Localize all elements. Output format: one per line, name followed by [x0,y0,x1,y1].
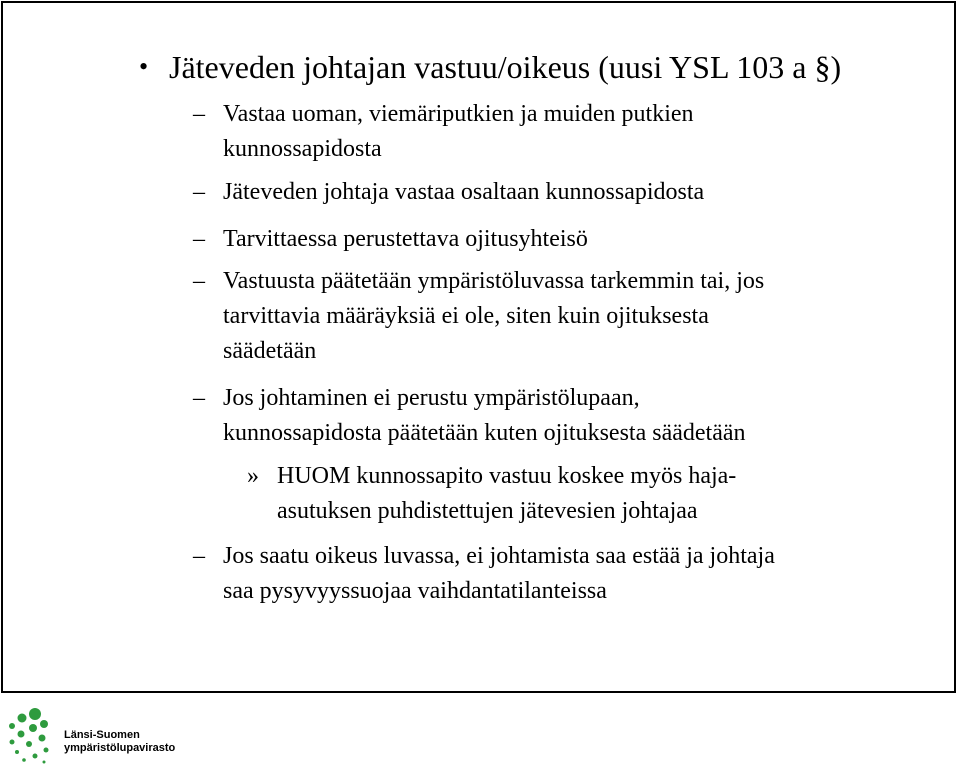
agency-logo [8,706,208,764]
dash-marker: – [193,268,205,294]
dots-logo-icon [8,706,58,764]
slide-content [3,3,954,691]
sub-list-item-text [277,459,877,529]
list-item-text [223,175,923,210]
list-item-line: Vastuusta päätetään ympäristöluvassa tarkemmin tai, jos [223,268,765,294]
list-item-line: Vastaa uoman, viemäriputkien ja muiden putkien [223,101,694,127]
list-item-line: Jos johtaminen ei perustu ympäristölupaan, [223,385,640,411]
logo-text [64,729,175,755]
dash-marker: – [193,385,205,411]
sub-list-item-line: asutuksen puhdistettujen jätevesien johtajaa [277,498,698,524]
dash-marker: – [193,179,205,205]
slide-frame [1,1,956,693]
dash-marker: – [193,543,205,569]
list-item-text [223,264,923,369]
list-item-line: Tarvittaessa perustettava ojitusyhteisö [223,226,588,252]
list-item-text [223,97,923,167]
guillemet-marker: » [247,463,259,489]
logo-line: ympäristölupavirasto [64,742,176,754]
sub-list-item-line: HUOM kunnossapito vastuu koskee myös haja- [277,463,737,489]
list-item-line: tarvittavia määräyksiä ei ole, siten kuin ojituksesta [223,303,709,329]
main-bullet-text: Jäteveden johtajan vastuu/oikeus (uusi YSL 103 a §) [169,49,842,85]
list-item-line: Jos saatu oikeus luvassa, ei johtamista saa estää ja johtaja [223,543,775,569]
list-item-text [223,381,923,451]
list-item-line: säädetään [223,338,317,364]
logo-line: Länsi-Suomen [64,729,140,741]
list-item-line: saa pysyvyyssuojaa vaihdantatilanteissa [223,578,607,604]
dash-marker: – [193,101,205,127]
list-item-line: Jäteveden johtaja vastaa osaltaan kunnossapidosta [223,179,705,205]
list-item-line: kunnossapidosta päätetään kuten ojituksesta säädetään [223,420,746,446]
list-item-line: kunnossapidosta [223,136,382,162]
bullet-dot-icon: • [139,52,149,81]
dash-marker: – [193,226,205,252]
list-item-text [223,222,923,257]
list-item-text [223,539,923,609]
